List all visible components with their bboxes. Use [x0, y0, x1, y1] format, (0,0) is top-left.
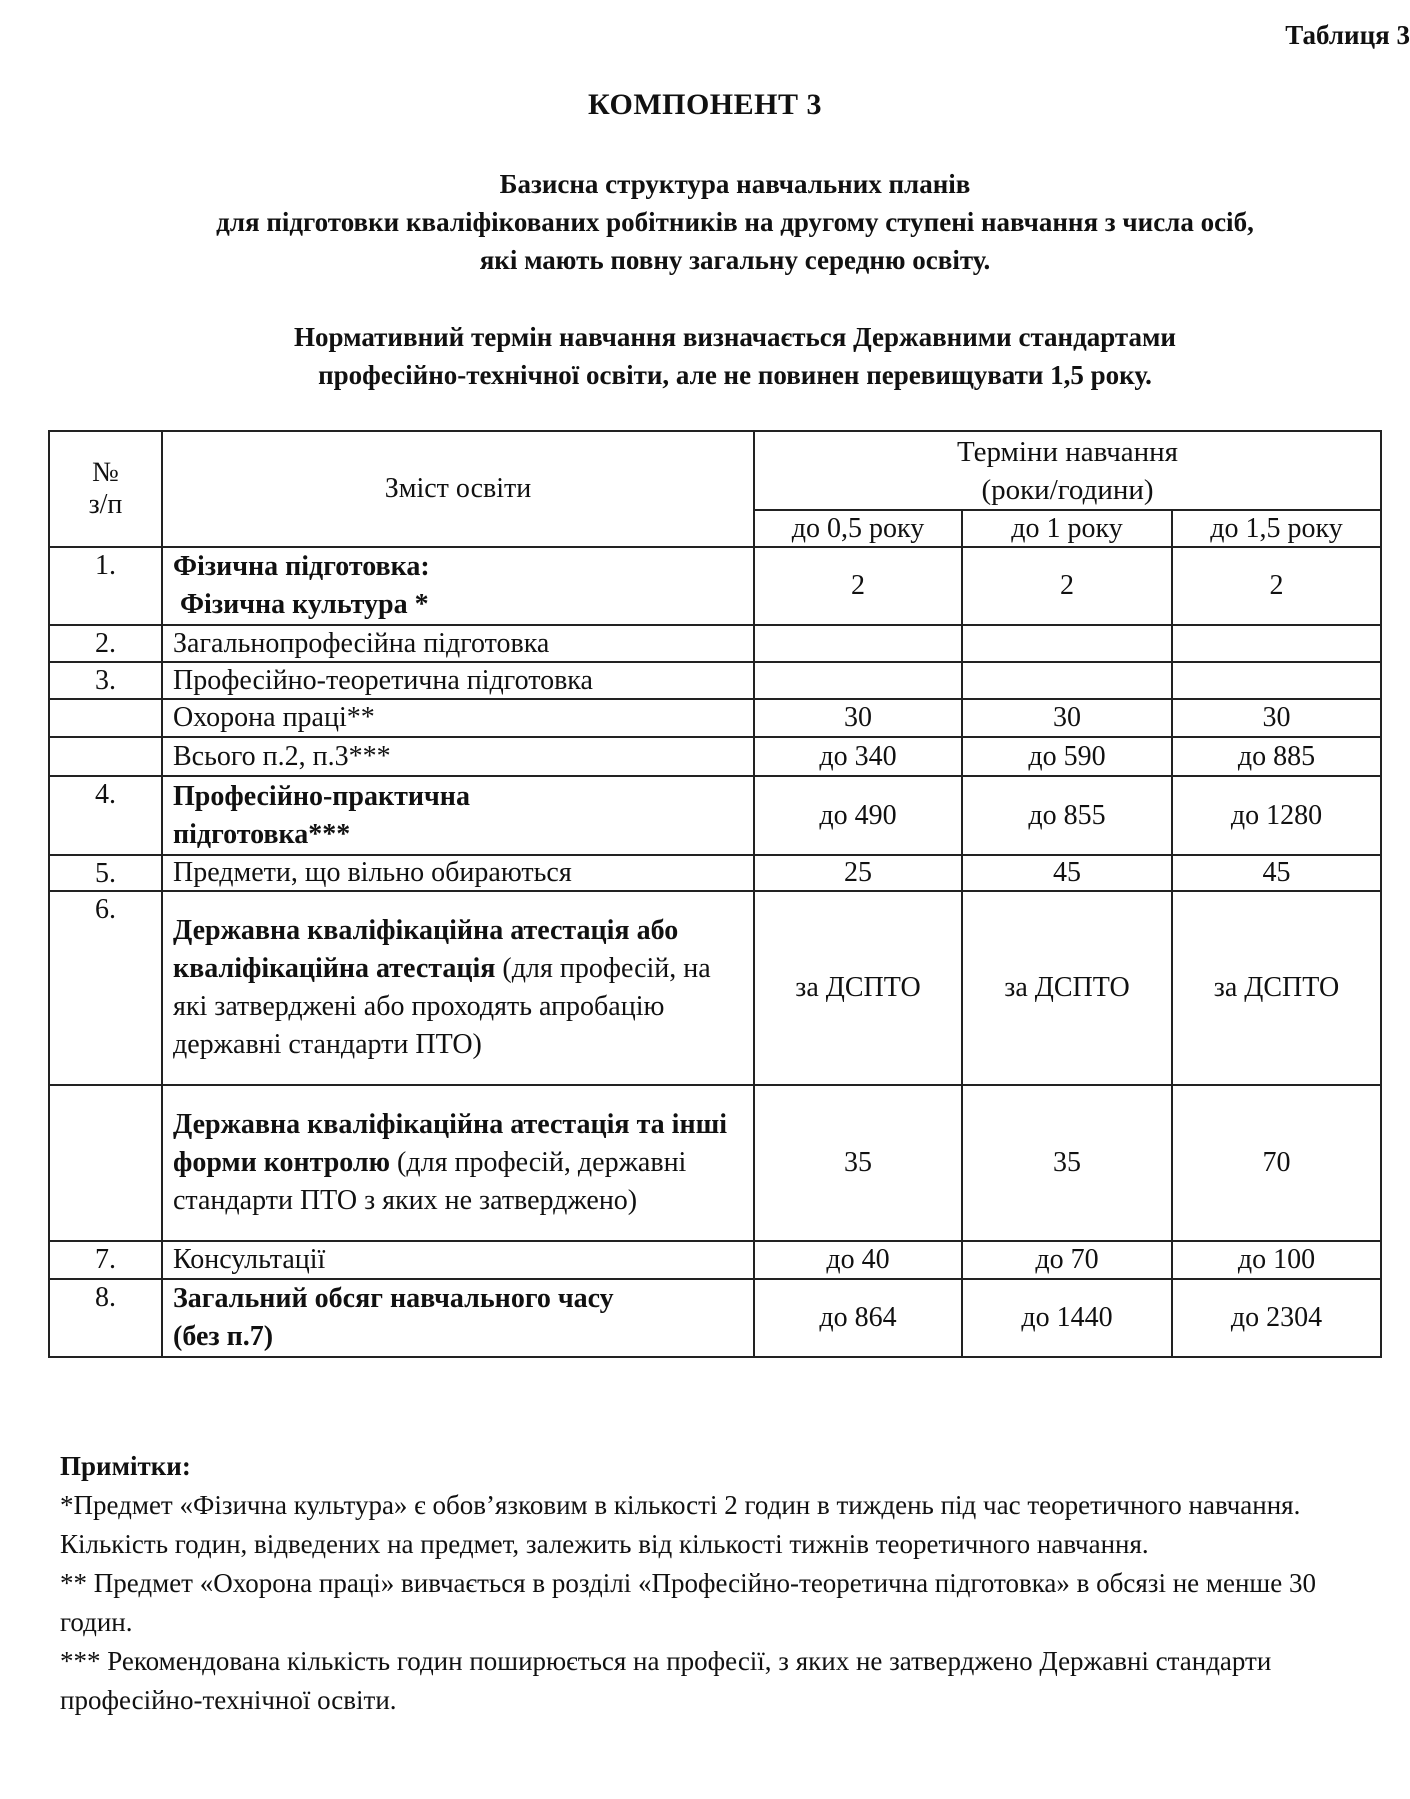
row-value: до 40	[754, 1241, 962, 1279]
header-col-1: до 0,5 року	[754, 510, 962, 547]
row-value: за ДСПТО	[1172, 891, 1381, 1085]
row-content	[162, 547, 754, 625]
row-number: 7.	[49, 1241, 162, 1279]
row-value: 35	[754, 1085, 962, 1241]
row-number: 6.	[49, 891, 162, 1085]
row-content-normal: Охорона праці**	[162, 699, 754, 737]
header-content: Зміст освіти	[162, 431, 754, 547]
header-col-2: до 1 року	[962, 510, 1172, 547]
row-content-bold2: підготовка***	[173, 818, 351, 850]
row-value: за ДСПТО	[754, 891, 962, 1085]
row-value: 45	[962, 855, 1172, 891]
row-number	[49, 699, 162, 737]
row-value: до 885	[1172, 737, 1381, 776]
row-number	[49, 1085, 162, 1241]
row-content-bold: Професійно-практична	[173, 780, 470, 812]
header-terms-line2: (роки/години)	[981, 473, 1154, 506]
table-row	[49, 625, 1381, 662]
subtitle-line: Базисна структура навчальних планів	[499, 169, 971, 199]
row-content-normal: (для професій, державні стандарти ПТО з яких не затверджено)	[173, 1147, 687, 1216]
table-row	[49, 737, 1381, 776]
component-title: КОМПОНЕНТ 3	[587, 88, 822, 121]
note-item: ** Предмет «Охорона праці» вивчається в розділі «Професійно-теоретична підготовка» в обсязі не менше 30 годин.	[60, 1568, 1316, 1637]
row-value: до 340	[754, 737, 962, 776]
row-value	[962, 662, 1172, 699]
row-number: 2.	[49, 625, 162, 662]
row-value: 30	[1172, 699, 1381, 737]
note-item: *Предмет «Фізична культура» є обов’язковим в кількості 2 годин в тиждень під час теоретичного навчання. Кількість годин, відведених на предмет, залежить від кількості тижнів теоретичного навчання.	[60, 1490, 1301, 1559]
row-content-bold: Загальний обсяг навчального часу	[173, 1283, 614, 1314]
row-value: 30	[754, 699, 962, 737]
header-number-line1: №	[92, 457, 119, 488]
row-content-bold2: (без п.7)	[173, 1321, 274, 1352]
row-content	[162, 776, 754, 855]
row-value: до 855	[962, 776, 1172, 855]
note-item: *** Рекомендована кількість годин поширюється на професії, з яких не затверджено Державні стандарти професійно-технічної освіти.	[60, 1646, 1272, 1715]
row-number	[49, 737, 162, 776]
table-row	[49, 547, 1381, 625]
row-content	[162, 891, 754, 1085]
row-value: до 1280	[1172, 776, 1381, 855]
table-row	[49, 662, 1381, 699]
row-content-normal: (для професій, на які затверджені або проходять апробацію державні стандарти ПТО)	[173, 953, 711, 1060]
row-value	[962, 625, 1172, 662]
table-number: Таблиця 3	[1285, 20, 1410, 50]
row-value	[754, 662, 962, 699]
row-number: 8.	[49, 1279, 162, 1357]
curriculum-table	[48, 430, 1382, 1358]
row-content-bold: Професійно-теоретична підготовка	[162, 662, 754, 699]
row-content	[162, 1085, 754, 1241]
row-number: 5.	[49, 855, 162, 891]
table-row	[49, 1279, 1381, 1357]
row-value: 35	[962, 1085, 1172, 1241]
row-value: до 590	[962, 737, 1172, 776]
table-row	[49, 891, 1381, 1085]
row-content-bold: Державна кваліфікаційна атестація або кваліфікаційна атестація	[173, 915, 679, 984]
row-value: 30	[962, 699, 1172, 737]
row-content-bold: Всього п.2, п.3***	[162, 737, 754, 776]
row-value: до 864	[754, 1279, 962, 1357]
row-content-bold: Загальнопрофесійна підготовка	[162, 625, 754, 662]
notes-title: Примітки:	[60, 1451, 191, 1481]
subtitle-line: для підготовки кваліфікованих робітників на другому ступені навчання з числа осіб,	[216, 207, 1254, 237]
term-line: професійно-технічної освіти, але не повинен перевищувати 1,5 року.	[318, 360, 1152, 390]
term-statement	[60, 318, 1410, 394]
header-number	[49, 431, 162, 547]
row-value: 2	[1172, 547, 1381, 625]
row-content	[162, 1279, 754, 1357]
table-row	[49, 699, 1381, 737]
row-number: 4.	[49, 776, 162, 855]
row-value: до 1440	[962, 1279, 1172, 1357]
notes-section	[60, 1447, 1390, 1720]
row-number: 1.	[49, 547, 162, 625]
row-content-bold: Державна кваліфікаційна атестація та інші форми контролю	[173, 1109, 727, 1178]
row-value	[1172, 625, 1381, 662]
subtitle-line: які мають повну загальну середню освіту.	[479, 245, 991, 275]
header-number-line2: з/п	[88, 489, 123, 520]
header-col-3: до 1,5 року	[1172, 510, 1381, 547]
table-row	[49, 1241, 1381, 1279]
row-value: до 70	[962, 1241, 1172, 1279]
row-value	[754, 625, 962, 662]
table-row	[49, 855, 1381, 891]
row-value: 2	[962, 547, 1172, 625]
header-terms	[754, 431, 1381, 510]
table-row	[49, 1085, 1381, 1241]
row-value: 25	[754, 855, 962, 891]
row-value: до 490	[754, 776, 962, 855]
row-value: 70	[1172, 1085, 1381, 1241]
plan-subtitle	[60, 165, 1410, 279]
row-content-bold: Предмети, що вільно обираються	[162, 855, 754, 891]
row-value: до 100	[1172, 1241, 1381, 1279]
row-number: 3.	[49, 662, 162, 699]
row-content-bold: Консультації	[162, 1241, 754, 1279]
row-content-bold2: Фізична культура *	[173, 589, 429, 620]
row-value: 2	[754, 547, 962, 625]
row-value	[1172, 662, 1381, 699]
row-value: за ДСПТО	[962, 891, 1172, 1085]
row-content-bold: Фізична підготовка:	[173, 551, 430, 582]
header-terms-line1: Терміни навчання	[956, 435, 1179, 468]
row-value: до 2304	[1172, 1279, 1381, 1357]
row-value: 45	[1172, 855, 1381, 891]
term-line: Нормативний термін навчання визначається Державними стандартами	[294, 322, 1176, 352]
table-row	[49, 776, 1381, 855]
